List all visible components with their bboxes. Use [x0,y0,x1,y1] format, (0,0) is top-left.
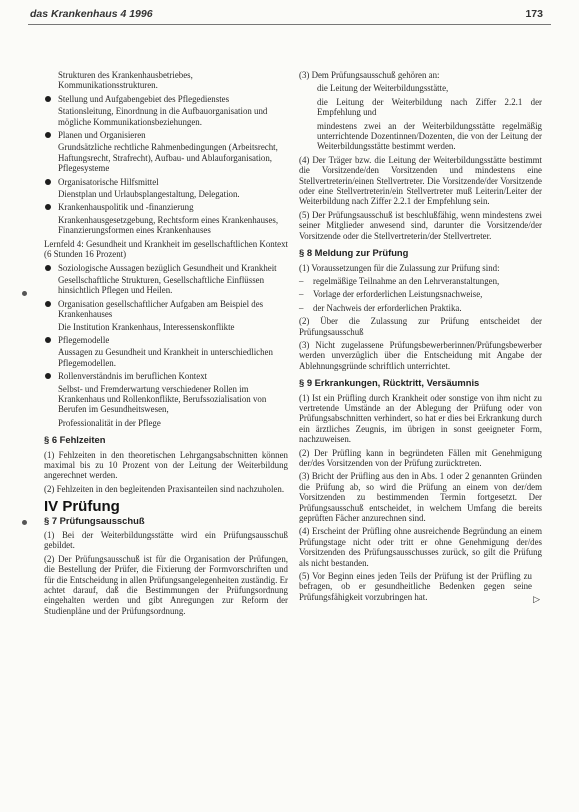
bullet-item [44,299,288,320]
bullet-title: Krankenhauspolitik und -finanzierung [58,202,194,213]
bullet-title: Organisation gesellschaftlicher Aufgaben am Beispiel des Krankenhauses [58,298,264,320]
left-column [44,70,288,619]
page-number: 173 [525,8,543,20]
paragraph: (2) Der Prüfling kann in begründeten Fällen mit Genehmigung der/des Vorsitzenden von der Prüfung zurücktreten. [299,447,542,468]
bullet-text: Die Institution Krankenhaus, Interessenskonflikte [58,321,235,332]
section-heading: § 9 Erkrankungen, Rücktritt, Versäumnis [299,377,480,389]
paragraph: (1) Fehlzeiten in den theoretischen Lehrgangsabschnitten können maximal bis zu 10 Prozent von der Leitung der Weiterbildung angerechnet werden. [44,449,288,481]
paragraph: (2) Fehlzeiten in den begleitenden Praxisanteilen sind nachzuholen. [44,483,285,494]
bullet-text: Stationsleitung, Einordnung in die Aufbauorganisation und mögliche Kommunikationsbeziehungen. [58,106,268,127]
bullet-text: Selbst- und Fremderwartung verschiedener Rollen im Krankenhaus und Rollenkonflikte, Berufssozialisation von Berufen im Gesundheitswesen, [58,383,267,415]
lernfeld-heading: Lernfeld 4: Gesundheit und Krankheit im gesellschaftlichen Kontext (6 Stunden 16 Prozent) [44,238,288,260]
dash-icon: – [299,275,304,286]
bullet-dot-icon [45,337,51,343]
dash-item [299,276,542,286]
dash-item [299,303,542,313]
bullet-dot-icon [45,373,51,379]
bullet-text: Grundsätzliche rechtliche Rahmenbedingungen (Arbeitsrecht, Haftungsrecht, Strafrecht), Aufbau- und Ablauforganisation, Pflegesysteme [58,142,278,174]
bullet-title: Stellung und Aufgabengebiet des Pflegedienstes [58,93,230,104]
scan-speck [22,291,27,296]
dash-item [299,289,542,299]
paragraph-text: (5) Vor Beginn eines jeden Teils der Prüfung ist der Prüfling zu befragen, ob er gesundheitliche Bedenken gegen seine Prüfungsfähigkeit vorzubringen hat. [299,571,532,602]
bullet-item [44,335,288,345]
bullet-title: Rollenverständnis im beruflichen Kontext [58,371,208,382]
paragraph: (5) Der Prüfungsausschuß ist beschlußfähig, wenn mindestens zwei seiner Mitglieder anwesend sind, darunter die Vorsitzende/der Vorsitzende oder die Stellvertreterin/der Stellvertreter. [299,209,542,241]
bullet-item [44,371,288,381]
dash-text: regelmäßige Teilnahme an den Lehrveranstaltungen, [313,275,500,286]
dash-text: der Nachweis der erforderlichen Praktika. [313,302,462,313]
bullet-item [44,263,288,273]
paragraph: (3) Bricht der Prüfling aus den in Abs. 1 oder 2 genannten Gründen die Prüfung ab, so wird die Prüfung an einem von der/dem Vorsitzenden zu bestimmenden Termin fortgesetzt. Der Prüfungsausschuß entscheidet, in welchem Umfang die bereits geprüften Fächer anzurechnen sind. [299,471,542,524]
dash-icon: – [299,289,304,300]
dash-icon: – [299,302,304,313]
bullet-dot-icon [45,301,51,307]
dash-text: Vorlage der erforderlichen Leistungsnachweise, [313,289,483,300]
paragraph: (3) Dem Prüfungsausschuß gehören an: [299,70,440,80]
paragraph [299,571,542,602]
bullet-dot-icon [45,265,51,271]
bullet-dot-icon [45,179,51,185]
bullet-text: Krankenhausgesetzgebung, Rechtsform eines Krankenhauses, Finanzierungsformen eines Krankenhauses [58,214,279,236]
journal-title: das Krankenhaus 4 1996 [30,8,153,20]
intro-line: Strukturen des Krankenhausbetriebes, [58,70,193,80]
bullet-dot-icon [45,204,51,210]
section-heading: § 7 Prüfungsausschuß [44,514,145,526]
bullet-dot-icon [45,96,51,102]
bullet-dot-icon [45,132,51,138]
bullet-title: Soziologische Aussagen bezüglich Gesundheit und Krankheit [58,262,277,273]
bullet-text: Aussagen zu Gesundheit und Krankheit in unterschiedlichen Pflegemodellen. [58,347,273,368]
scan-speck [22,520,27,525]
section-heading: § 6 Fehlzeiten [44,434,106,446]
paragraph: (4) Erscheint der Prüfling ohne ausreichende Begründung an einem Prüfungstage nicht oder tritt er ohne Genehmigung der/des Vorsitzenden des Prüfungsausschusses zurück, so gilt die Prüfung als nicht bestanden. [299,526,542,568]
bullet-title: Organisatorische Hilfsmittel [58,176,159,187]
bullet-text: Gesellschaftliche Strukturen, Gesellschaftliche Einflüssen hinsichtlich Pflegen und Heilen. [58,274,265,296]
part-heading: IV Prüfung [44,498,120,516]
section-heading: § 8 Meldung zur Prüfung [299,247,409,259]
paragraph: (3) Nicht zugelassene Prüfungsbewerberinnen/Prüfungsbewerber werden unverzüglich über die Entscheidung mit Angabe der Ablehnungsgründe schriftlich unterrichtet. [299,339,542,371]
member-item: mindestens zwei an der Weiterbildungsstätte regelmäßig unterrichtende Dozentinnen/Dozenten, die von der Leitung der Weiterbildungsstätte bestimmt werden. [317,120,542,152]
bullet-text: Professionalität in der Pflege [58,417,161,428]
bullet-item [44,130,288,140]
paragraph: (1) Bei der Weiterbildungsstätte wird ein Prüfungsausschuß gebildet. [44,530,288,551]
member-item: die Leitung der Weiterbildungsstätte, [317,83,449,94]
paragraph: (1) Voraussetzungen für die Zulassung zur Prüfung sind: [299,262,500,273]
paragraph: (4) Der Träger bzw. die Leitung der Weiterbildungsstätte bestimmt die Vorsitzende/den Vorsitzenden und mindestens eine Stellvertreterin/einen Stellvertreter. Die Vorsitzende/der Vorsitzende oder eine Stellvertreterin/ein Stellvertreter muß Leiterin/Leiter der Weiterbildung nach Ziffer 2.2.1 der Empfehlung sein. [299,154,542,207]
bullet-title: Pflegemodelle [58,334,110,345]
bullet-item [44,177,288,187]
paragraph: (2) Über die Zulassung zur Prüfung entscheidet der Prüfungsausschuß [299,316,542,337]
paragraph: (2) Der Prüfungsausschuß ist für die Organisation der Prüfungen, die Bestellung der Prüfer, die Fixierung der Formvorschriften und für die Entscheidung in allen Prüfungsangelegenheiten zuständig. Er achtet darauf, daß die Bestimmungen der Prüfungsordnung eingehalten werden und gibt Anregungen zur Reform der Studienpläne und der Prüfungsordnung. [44,553,288,616]
continue-arrow-icon: ▷ [533,593,540,604]
bullet-item [44,202,288,212]
member-item: die Leitung der Weiterbildung nach Ziffer 2.2.1 der Empfehlung und [317,96,542,118]
page-header [0,0,579,30]
right-column [299,70,542,605]
header-rule [28,24,551,25]
bullet-text: Dienstplan und Urlaubsplangestaltung, Delegation. [58,189,240,200]
paragraph: (1) Ist ein Prüfling durch Krankheit oder sonstige von ihm nicht zu vertretende Umstände an der Ablegung der Prüfung oder von Prüfungsabschnitten verhindert, so hat er dies bei Erkrankung durch ein ärztliches Zeugnis, im übrigen in sonst geeigneter Form, nachzuweisen. [299,392,542,445]
bullet-item [44,94,288,104]
intro-line: Kommunikationsstrukturen. [58,80,158,91]
bullet-title: Planen und Organisieren [58,130,146,141]
